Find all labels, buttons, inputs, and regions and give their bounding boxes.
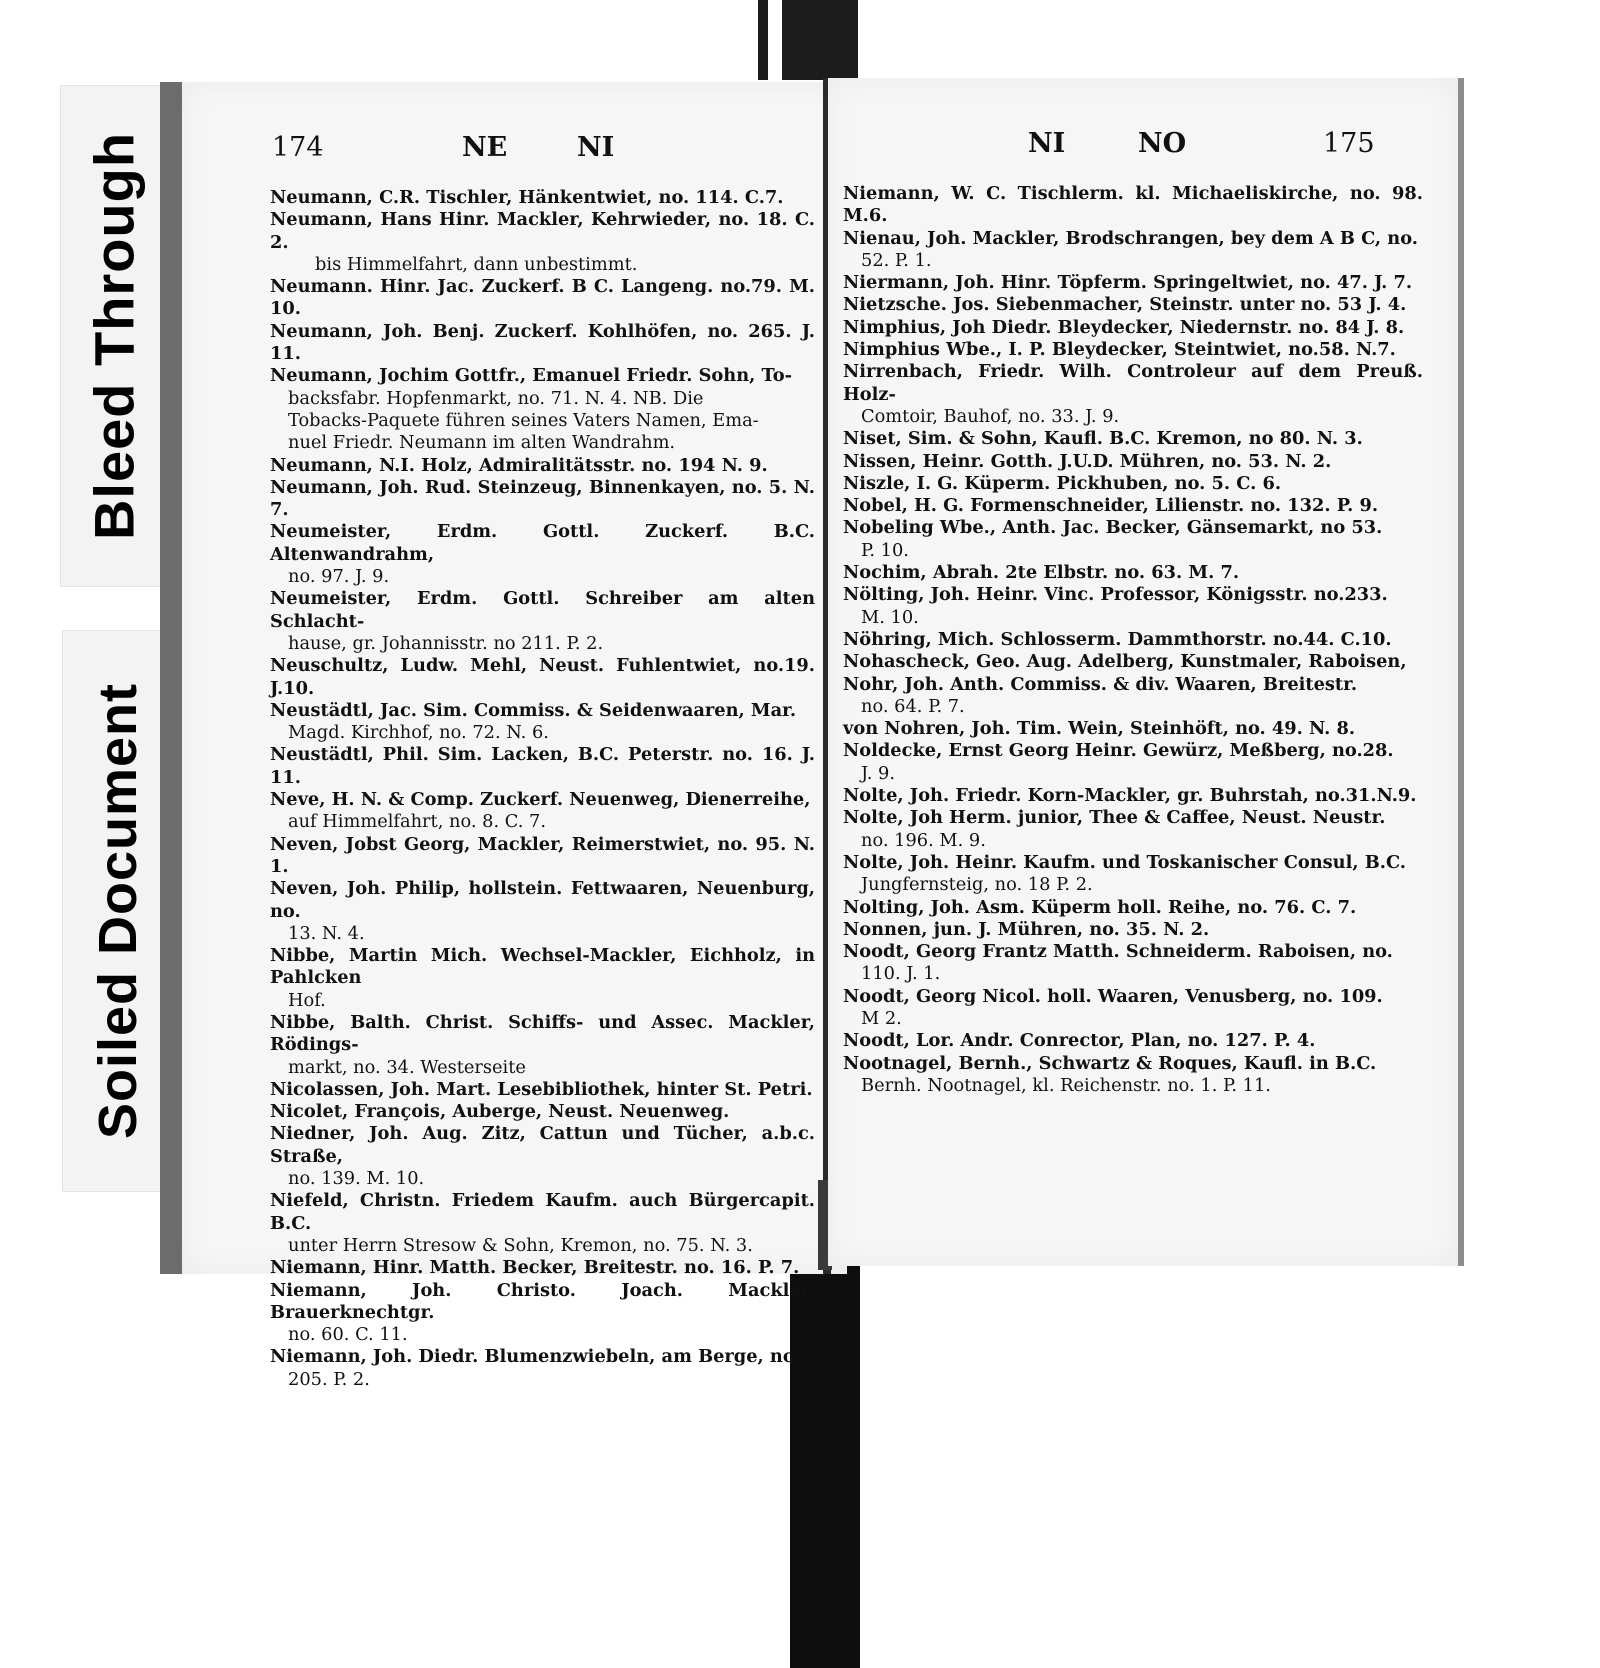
entry-line: Nolte, Joh. Heinr. Kaufm. und Toskanischer Consul, B.C. xyxy=(843,851,1406,873)
entry-continuation-line: Jungfernsteig, no. 18 P. 2. xyxy=(861,874,1093,896)
directory-entry xyxy=(843,807,1423,852)
entry-line: von Nohren, Joh. Tim. Wein, Steinhöft, no. 49. N. 8. xyxy=(843,718,1356,740)
entry-line: Nonnen, jun. J. Mühren, no. 35. N. 2. xyxy=(843,918,1210,940)
entry-line: Nöhring, Mich. Schlosserm. Dammthorstr. no.44. C.10. xyxy=(843,628,1392,650)
entry-continuation-line: Bernh. Nootnagel, kl. Reichenstr. no. 1. P. 11. xyxy=(861,1074,1271,1096)
soiled-document-text: Soiled Document xyxy=(88,682,148,1140)
directory-entry xyxy=(270,945,815,1012)
directory-entry xyxy=(270,588,815,655)
entry-line: Niset, Sim. & Sohn, Kaufl. B.C. Kremon, no 80. N. 3. xyxy=(843,428,1363,450)
right-page xyxy=(828,78,1464,1266)
entry-continuation-line: P. 10. xyxy=(861,539,909,561)
entry-line: Neuschultz, Ludw. Mehl, Neust. Fuhlentwiet, no.19. J.10. xyxy=(270,655,815,699)
entry-line: Nienau, Joh. Mackler, Brodschrangen, bey dem A B C, no. xyxy=(843,227,1418,249)
directory-entry xyxy=(843,674,1423,719)
left-page-number: 174 xyxy=(272,132,324,163)
entry-continuation-line: unter Herrn Stresow & Sohn, Kremon, no. 75. N. 3. xyxy=(288,1234,753,1256)
entry-line: Niermann, Joh. Hinr. Töpferm. Springeltwiet, no. 47. J. 7. xyxy=(843,272,1413,294)
directory-entry xyxy=(270,1079,815,1101)
entry-continuation-line: 205. P. 2. xyxy=(288,1368,370,1390)
directory-entry xyxy=(270,744,815,789)
directory-entry xyxy=(843,740,1423,785)
entry-continuation-line: auf Himmelfahrt, no. 8. C. 7. xyxy=(288,811,547,833)
directory-entry xyxy=(270,276,815,321)
entry-continuation-line: no. 196. M. 9. xyxy=(861,829,986,851)
entry-line: Nohascheck, Geo. Aug. Adelberg, Kunstmaler, Raboisen, xyxy=(843,651,1407,673)
right-running-head-1: NI xyxy=(1028,128,1066,159)
directory-entry xyxy=(843,1053,1423,1098)
entry-continuation-line: nuel Friedr. Neumann im alten Wandrahm. xyxy=(288,432,676,454)
entry-line: Neumann, Jochim Gottfr., Emanuel Friedr. Sohn, To- xyxy=(270,365,792,387)
entry-line: Nohr, Joh. Anth. Commiss. & div. Waaren, Breitestr. xyxy=(843,673,1358,695)
directory-entry xyxy=(843,629,1423,651)
entry-line: Neumann, Joh. Benj. Zuckerf. Kohlhöfen, no. 265. J. 11. xyxy=(270,320,815,365)
entry-continuation-line: M. 10. xyxy=(861,606,919,628)
entry-line: Nölting, Joh. Heinr. Vinc. Professor, Königsstr. no.233. xyxy=(843,584,1388,606)
directory-entry xyxy=(270,834,815,879)
entry-continuation-line: no. 97. J. 9. xyxy=(288,566,390,588)
directory-entry xyxy=(843,361,1423,428)
entry-continuation-line: Comtoir, Bauhof, no. 33. J. 9. xyxy=(861,405,1120,427)
entry-line: Niefeld, Christn. Friedem Kaufm. auch Bürgercapit. B.C. xyxy=(270,1190,815,1234)
directory-entry xyxy=(270,700,815,745)
entry-line: Nimphius, Joh Diedr. Bleydecker, Niedernstr. no. 84 J. 8. xyxy=(843,316,1405,338)
directory-entry xyxy=(843,517,1423,562)
directory-entry xyxy=(270,365,815,454)
directory-entry xyxy=(843,317,1423,339)
directory-entry xyxy=(843,584,1423,629)
entry-continuation-line: Hof. xyxy=(288,989,326,1011)
entry-continuation-line: J. 9. xyxy=(861,762,896,784)
directory-entry xyxy=(843,897,1423,919)
entry-continuation-line: hause, gr. Johannisstr. no 211. P. 2. xyxy=(288,632,604,654)
entry-continuation-line: no. 139. M. 10. xyxy=(288,1168,425,1190)
entry-line: Neumeister, Erdm. Gottl. Schreiber am alten Schlacht- xyxy=(270,588,815,632)
entry-continuation-line: markt, no. 34. Westerseite xyxy=(288,1056,526,1078)
directory-entry xyxy=(270,1280,815,1347)
directory-entry xyxy=(843,1030,1423,1052)
entry-line: Nobeling Wbe., Anth. Jac. Becker, Gänsemarkt, no 53. xyxy=(843,517,1383,539)
left-running-head-2: NI xyxy=(577,132,615,163)
entry-continuation-line: Magd. Kirchhof, no. 72. N. 6. xyxy=(288,722,549,744)
directory-entry xyxy=(270,1101,815,1123)
entry-continuation-line: M 2. xyxy=(861,1007,902,1029)
directory-entry xyxy=(843,294,1423,316)
right-running-head-2: NO xyxy=(1138,128,1187,159)
entry-continuation-line: no. 60. C. 11. xyxy=(288,1324,408,1346)
entry-line: Neustädtl, Jac. Sim. Commiss. & Seidenwaaren, Mar. xyxy=(270,699,797,721)
entry-line: Nolte, Joh Herm. junior, Thee & Caffee, Neust. Neustr. xyxy=(843,807,1386,829)
directory-entry xyxy=(843,919,1423,941)
entry-line: Nolting, Joh. Asm. Küperm holl. Reihe, no. 76. C. 7. xyxy=(843,896,1357,918)
entry-line: Noodt, Georg Frantz Matth. Schneiderm. Raboisen, no. xyxy=(843,941,1393,963)
entry-line: Nibbe, Balth. Christ. Schiffs- und Assec. Mackler, Rödings- xyxy=(270,1011,815,1056)
entry-line: Neustädtl, Phil. Sim. Lacken, B.C. Peterstr. no. 16. J. 11. xyxy=(270,744,815,788)
entry-line: Nicolassen, Joh. Mart. Lesebibliothek, hinter St. Petri. xyxy=(270,1078,813,1100)
soiled-document-label xyxy=(62,630,174,1192)
entry-continuation-line: backsfabr. Hopfenmarkt, no. 71. N. 4. NB. Die xyxy=(288,387,704,409)
directory-entry xyxy=(270,878,815,945)
directory-entry xyxy=(843,718,1423,740)
directory-entry xyxy=(843,785,1423,807)
entry-continuation-line: 52. P. 1. xyxy=(861,249,932,271)
directory-entry xyxy=(270,1012,815,1079)
entry-continuation-line: Tobacks-Paquete führen seines Vaters Namen, Ema- xyxy=(288,409,759,431)
left-running-head-1: NE xyxy=(462,132,508,163)
directory-entry xyxy=(270,187,815,209)
entry-line: Neumann, C.R. Tischler, Hänkentwiet, no. 114. C.7. xyxy=(270,187,784,208)
entry-line: Nolte, Joh. Friedr. Korn-Mackler, gr. Buhrstah, no.31.N.9. xyxy=(843,785,1417,807)
entry-line: Niemann, Hinr. Matth. Becker, Breitestr. no. 16. P. 7. xyxy=(270,1257,800,1279)
entry-line: Niszle, I. G. Küperm. Pickhuben, no. 5. C. 6. xyxy=(843,472,1282,494)
entry-line: Noldecke, Ernst Georg Heinr. Gewürz, Meßberg, no.28. xyxy=(843,740,1394,762)
entry-line: Nobel, H. G. Formenschneider, Lilienstr. no. 132. P. 9. xyxy=(843,495,1379,517)
entry-line: Nissen, Heinr. Gotth. J.U.D. Mühren, no. 53. N. 2. xyxy=(843,450,1332,472)
entry-line: Neven, Jobst Georg, Mackler, Reimerstwiet, no. 95. N. 1. xyxy=(270,833,815,877)
directory-entry xyxy=(843,986,1423,1031)
directory-entry xyxy=(270,209,815,276)
directory-entry xyxy=(270,789,815,834)
right-entry-list xyxy=(843,183,1423,1097)
directory-entry xyxy=(843,495,1423,517)
directory-entry xyxy=(843,183,1423,228)
directory-entry xyxy=(843,228,1423,273)
directory-entry xyxy=(270,1257,815,1279)
bleed-through-label xyxy=(60,85,167,587)
directory-entry xyxy=(270,1123,815,1190)
directory-entry xyxy=(270,455,815,477)
entry-continuation-line: bis Himmelfahrt, dann unbestimmt. xyxy=(315,253,638,275)
directory-entry xyxy=(843,562,1423,584)
left-entry-list xyxy=(270,187,815,1391)
entry-line: Nietzsche. Jos. Siebenmacher, Steinstr. unter no. 53 J. 4. xyxy=(843,294,1407,316)
directory-entry xyxy=(843,473,1423,495)
entry-line: Nimphius Wbe., I. P. Bleydecker, Steintwiet, no.58. N.7. xyxy=(843,339,1396,361)
entry-line: Neumeister, Erdm. Gottl. Zuckerf. B.C. Altenwandrahm, xyxy=(270,521,815,565)
entry-line: Niedner, Joh. Aug. Zitz, Cattun und Tücher, a.b.c. Straße, xyxy=(270,1123,815,1167)
directory-entry xyxy=(270,1346,815,1391)
bleed-through-text: Bleed Through xyxy=(82,131,145,541)
entry-continuation-line: no. 64. P. 7. xyxy=(861,695,965,717)
entry-line: Niemann, Joh. Christo. Joach. Mackler, Brauerknechtgr. xyxy=(270,1279,815,1323)
entry-line: Nicolet, François, Auberge, Neust. Neuenweg. xyxy=(270,1101,730,1123)
directory-entry xyxy=(843,272,1423,294)
directory-entry xyxy=(270,321,815,366)
directory-entry xyxy=(843,651,1423,673)
left-page xyxy=(160,82,847,1390)
directory-entry xyxy=(843,852,1423,897)
entry-line: Nochim, Abrah. 2te Elbstr. no. 63. M. 7. xyxy=(843,562,1240,584)
directory-entry xyxy=(843,941,1423,986)
entry-line: Nirrenbach, Friedr. Wilh. Controleur auf dem Preuß. Holz- xyxy=(843,361,1423,405)
directory-entry xyxy=(843,451,1423,473)
directory-entry xyxy=(843,339,1423,361)
entry-continuation-line: 110. J. 1. xyxy=(861,963,941,985)
entry-line: Nootnagel, Bernh., Schwartz & Roques, Kaufl. in B.C. xyxy=(843,1052,1377,1074)
entry-line: Niemann, W. C. Tischlerm. kl. Michaeliskirche, no. 98. M.6. xyxy=(843,183,1423,227)
entry-line: Niemann, Joh. Diedr. Blumenzwiebeln, am Berge, no. xyxy=(270,1346,801,1368)
entry-line: Noodt, Georg Nicol. holl. Waaren, Venusberg, no. 109. xyxy=(843,985,1383,1007)
directory-entry xyxy=(270,477,815,522)
entry-line: Neumann, Hans Hinr. Mackler, Kehrwieder, no. 18. C. 2. xyxy=(270,209,815,253)
entry-continuation-line: 13. N. 4. xyxy=(288,922,365,944)
directory-entry xyxy=(270,521,815,588)
directory-entry xyxy=(843,428,1423,450)
book-spine-top xyxy=(758,0,858,80)
entry-line: Neumann. Hinr. Jac. Zuckerf. B C. Langeng. no.79. M. 10. xyxy=(270,276,815,320)
entry-line: Neumann, Joh. Rud. Steinzeug, Binnenkayen, no. 5. N. 7. xyxy=(270,476,815,521)
entry-line: Neumann, N.I. Holz, Admiralitätsstr. no. 194 N. 9. xyxy=(270,454,768,476)
directory-entry xyxy=(270,655,815,700)
directory-entry xyxy=(270,1190,815,1257)
right-page-number: 175 xyxy=(1323,128,1375,159)
entry-line: Neve, H. N. & Comp. Zuckerf. Neuenweg, Dienerreihe, xyxy=(270,789,811,811)
entry-line: Nibbe, Martin Mich. Wechsel-Mackler, Eichholz, in Pahlcken xyxy=(270,945,815,989)
entry-line: Neven, Joh. Philip, hollstein. Fettwaaren, Neuenburg, no. xyxy=(270,878,815,922)
entry-line: Noodt, Lor. Andr. Conrector, Plan, no. 127. P. 4. xyxy=(843,1030,1316,1052)
